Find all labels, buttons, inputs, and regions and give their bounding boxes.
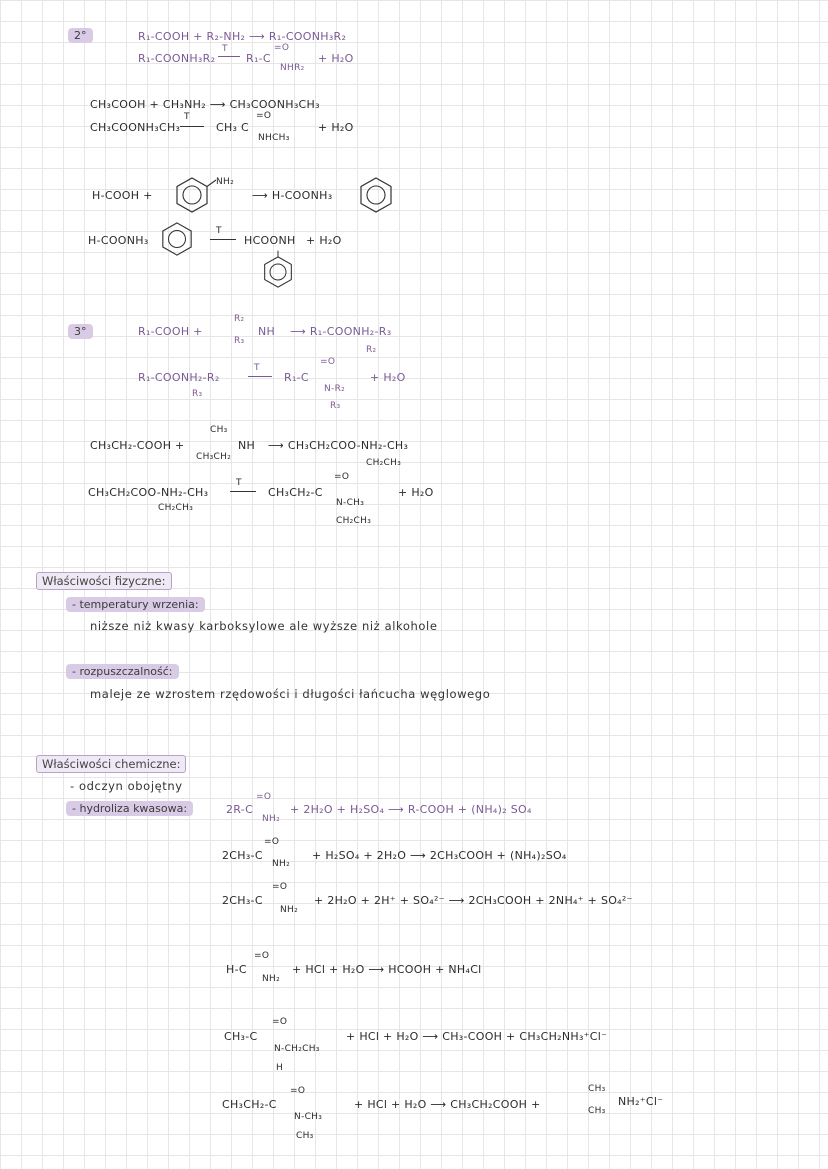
ethyl-group: CH₂CH₃: [158, 503, 194, 513]
example-salt-reaction: CH₃COOH + CH₃NH₂ ⟶ CH₃COONH₃CH₃: [90, 98, 320, 111]
arrow: [210, 239, 236, 240]
anilinium-salt-product: ⟶ H-COONH₃: [252, 189, 333, 202]
substituent-r3: R₃: [330, 401, 341, 411]
benzene-ring-icon: [160, 222, 194, 256]
amide-nitrogen-group: NH₂: [262, 974, 281, 984]
water-product: + H₂O: [306, 234, 342, 247]
amide-nitrogen-group: NHCH₃: [258, 133, 290, 143]
arrow: [218, 56, 240, 57]
anilinium-salt-reactant: H-COONH₃: [88, 234, 149, 247]
salt-reactant: CH₃CH₂COO-NH₂-CH₃: [88, 486, 209, 499]
boiling-point-description: niższe niż kwasy karboksylowe ale wyższe niż alkohole: [90, 619, 438, 633]
amide-nitrogen-group: N-CH₂CH₃: [274, 1044, 320, 1054]
carbonyl-oxygen: =O: [272, 1017, 288, 1027]
water-product: + H₂O: [398, 486, 434, 499]
heat-label: T: [184, 112, 190, 122]
ethyl-group: CH₃CH₂: [196, 452, 232, 462]
carbonyl-oxygen: =O: [254, 951, 270, 961]
acid-hydrolysis-subheading: - hydroliza kwasowa:: [66, 801, 193, 816]
ethyl-group: CH₂CH₃: [366, 458, 402, 468]
amine-nitrogen: NH: [258, 325, 276, 338]
dimethylammonium-chloride: NH₂⁺Cl⁻: [618, 1095, 664, 1108]
dimethylpropanamide-reactant: CH₃CH₂-C: [222, 1098, 277, 1111]
carbonyl-oxygen: =O: [272, 882, 288, 892]
acetamide-reactant: 2CH₃-C: [222, 849, 263, 862]
arrow: [230, 491, 256, 492]
heat-label: T: [222, 44, 228, 54]
water-product: + H₂O: [318, 121, 354, 134]
general-salt-reactant: R₁-COONH₂-R₂: [138, 371, 220, 384]
amide-nitrogen-group: NH₂: [262, 814, 281, 824]
substituent-r2: R₂: [366, 345, 377, 355]
carbonyl-oxygen: =O: [256, 792, 272, 802]
general-dehydration-reactant: R₁-COONH₃R₂: [138, 52, 216, 65]
solubility-description: maleje ze wzrostem rzędowości i długości łańcucha węglowego: [90, 687, 491, 701]
section-label-secondary: 2°: [68, 28, 93, 43]
carbonyl-oxygen: =O: [320, 357, 336, 367]
arrow: [180, 126, 204, 127]
methyl-group: CH₃: [210, 425, 228, 435]
amine-nitrogen: NH: [238, 439, 256, 452]
propanoic-acid-plus: CH₃CH₂-COOH +: [90, 439, 185, 452]
formic-acid-plus: H-COOH +: [92, 189, 153, 202]
carbonyl-oxygen: =O: [256, 111, 272, 121]
example-dehydration-reactant: CH₃COONH₃CH₃: [90, 121, 181, 134]
heat-label: T: [216, 226, 222, 236]
acetamide-reactant: 2CH₃-C: [222, 894, 263, 907]
heat-label: T: [254, 363, 260, 373]
general-amide-carbon: R₁-C: [246, 52, 271, 65]
ethylacetamide-reactant: CH₃-C: [224, 1030, 258, 1043]
water-product: + H₂O: [318, 52, 354, 65]
chemical-properties-heading: Właściwości chemiczne:: [36, 755, 186, 773]
general-salt-reaction: R₁-COOH + R₂-NH₂ ⟶ R₁-COONH₃R₂: [138, 30, 347, 43]
methyl-group: CH₃: [296, 1131, 314, 1141]
general-acid-plus: R₁-COOH +: [138, 325, 203, 338]
water-product: + H₂O: [370, 371, 406, 384]
solubility-subheading: - rozpuszczalność:: [66, 664, 179, 679]
amide-nitrogen-group: N-CH₃: [336, 498, 365, 508]
amide-carbon: CH₃CH₂-C: [268, 486, 323, 499]
hydrolysis-general-amide: 2R-C: [226, 803, 254, 816]
benzene-ring-icon: [262, 256, 294, 288]
physical-properties-heading: Właściwości fizyczne:: [36, 572, 172, 590]
substituent-r3: R₃: [234, 336, 245, 346]
heat-label: T: [236, 478, 242, 488]
amide-carbon: CH₃ C: [216, 121, 250, 134]
carbonyl-oxygen: =O: [290, 1086, 306, 1096]
carbonyl-oxygen: =O: [264, 837, 280, 847]
hydrolysis-sulfuric-rest: + H₂SO₄ + 2H₂O ⟶ 2CH₃COOH + (NH₄)₂SO₄: [312, 849, 567, 862]
formamide-reactant: H-C: [226, 963, 247, 976]
methyl-group: CH₃: [588, 1084, 606, 1094]
amide-nitrogen-group: N-R₂: [324, 384, 346, 394]
hydrolysis-hcl-rest: + HCl + H₂O ⟶ HCOOH + NH₄Cl: [292, 963, 482, 976]
section-label-tertiary: 3°: [68, 324, 93, 339]
phenylformamide-product: HCOONH: [244, 234, 296, 247]
hydrolysis-ethyl-rest: + HCl + H₂O ⟶ CH₃-COOH + CH₃CH₂NH₃⁺Cl⁻: [346, 1030, 608, 1043]
amide-nitrogen-group: N-CH₃: [294, 1112, 323, 1122]
substituent-r3: R₃: [192, 389, 203, 399]
general-salt-product: ⟶ R₁-COONH₂-R₃: [290, 325, 392, 338]
substituent-r2: R₂: [234, 314, 245, 324]
hydrolysis-general-rest: + 2H₂O + H₂SO₄ ⟶ R-COOH + (NH₄)₂ SO₄: [290, 803, 532, 816]
benzene-ring-icon: [174, 177, 210, 213]
hydrolysis-ionic-rest: + 2H₂O + 2H⁺ + SO₄²⁻ ⟶ 2CH₃COOH + 2NH₄⁺ + SO₄²⁻: [314, 894, 633, 907]
salt-product: ⟶ CH₃CH₂COO-NH₂-CH₃: [268, 439, 409, 452]
general-amide-carbon: R₁-C: [284, 371, 309, 384]
amide-nitrogen-group: NH₂: [280, 905, 299, 915]
methyl-group: CH₃: [588, 1106, 606, 1116]
carbonyl-oxygen: =O: [334, 472, 350, 482]
amide-nitrogen-group: NHR₂: [280, 63, 305, 73]
aniline-amino-group: NH₂: [216, 177, 235, 187]
boiling-point-subheading: - temperatury wrzenia:: [66, 597, 205, 612]
ethyl-group: CH₂CH₃: [336, 516, 372, 526]
benzene-ring-icon: [358, 177, 394, 213]
neutral-ph-note: - odczyn obojętny: [70, 779, 183, 793]
arrow: [248, 376, 272, 377]
hydrolysis-dimethyl-rest: + HCl + H₂O ⟶ CH₃CH₂COOH +: [354, 1098, 541, 1111]
amide-nitrogen-group: NH₂: [272, 859, 291, 869]
nitrogen-hydrogen: H: [276, 1063, 284, 1073]
carbonyl-oxygen: =O: [274, 43, 290, 53]
